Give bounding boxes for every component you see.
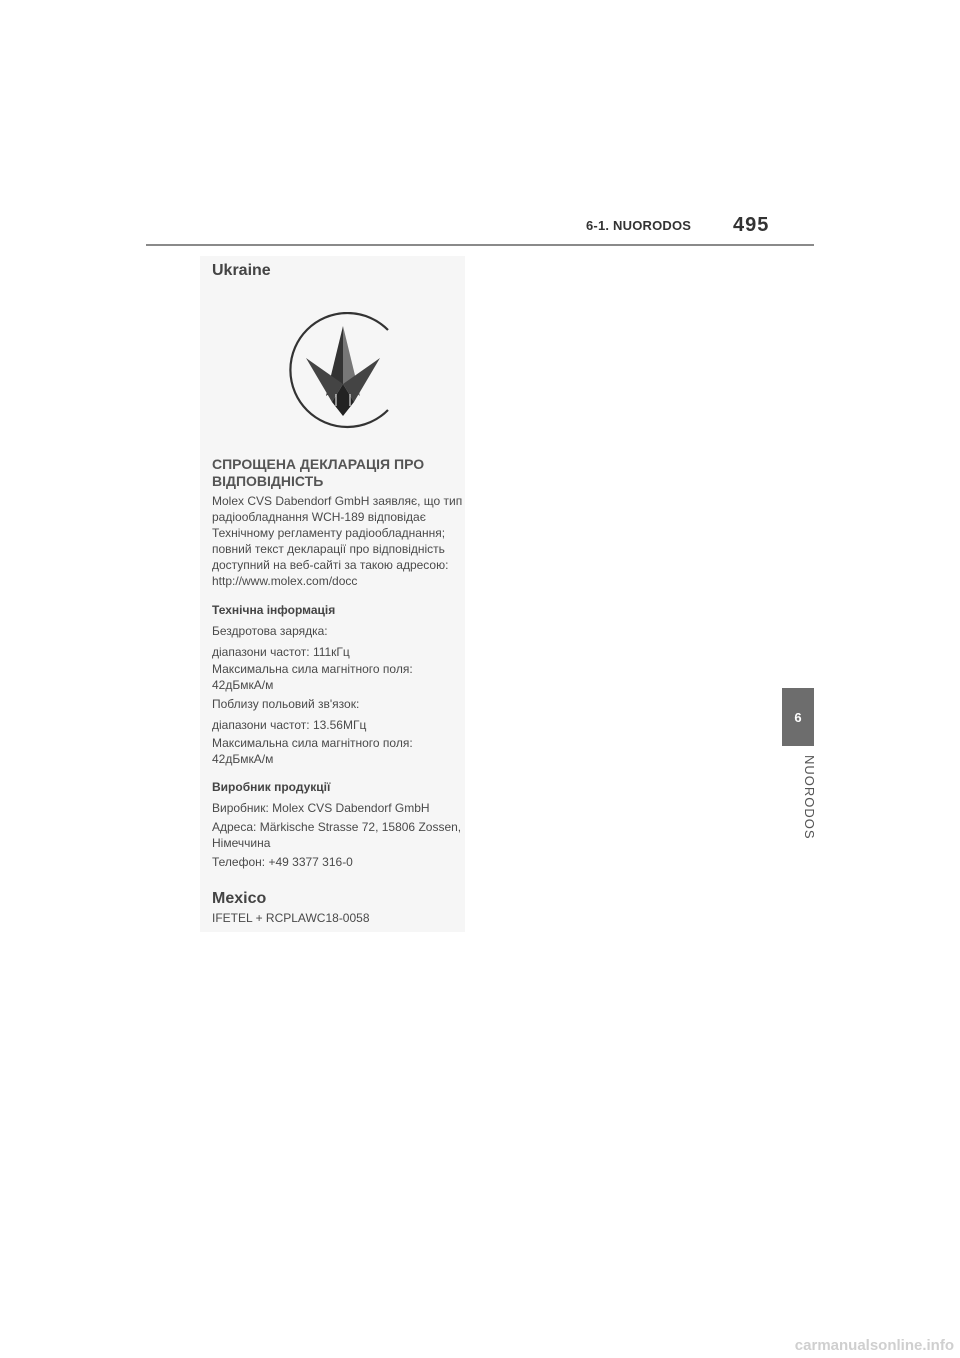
declaration-line: Технічному регламенту радіообладнання; xyxy=(212,526,446,540)
mexico-code: IFETEL + RCPLAWC18-0058 xyxy=(212,911,370,925)
tech-info-line: Максимальна сила магнітного поля: xyxy=(212,662,413,676)
watermark: carmanualsonline.info xyxy=(794,1337,954,1354)
declaration-line: повний текст декларації про відповідність xyxy=(212,542,445,556)
manufacturer-line: Адреса: Märkische Strasse 72, 15806 Zossen, xyxy=(212,820,462,834)
tech-info-heading: Технічна інформація xyxy=(212,603,336,617)
header-divider xyxy=(146,244,814,246)
declaration-title-line2: ВІДПОВІДНІСТЬ xyxy=(212,473,324,489)
manufacturer-heading: Виробник продукції xyxy=(212,780,331,794)
page-number: 495 xyxy=(733,214,770,236)
tech-info-line: діапазони частот: 13.56МГц xyxy=(212,718,367,732)
declaration-url: http://www.molex.com/docc xyxy=(212,574,358,588)
tech-info-line: Максимальна сила магнітного поля: xyxy=(212,736,413,750)
declaration-line: доступний на веб-сайті за такою адресою: xyxy=(212,558,449,572)
chapter-number: 6 xyxy=(794,710,802,725)
mexico-heading: Mexico xyxy=(212,890,267,907)
section-title: 6-1. NUORODOS xyxy=(586,218,692,233)
ukraine-heading: Ukraine xyxy=(212,262,271,279)
tech-info-line: Бездротова зарядка: xyxy=(212,624,328,638)
chapter-label: NUORODOS xyxy=(802,755,817,840)
declaration-line: радіообладнання WCH-189 відповідає xyxy=(212,510,426,524)
ukrainian-conformity-mark-icon xyxy=(268,312,398,432)
tech-info-line: 42дБмкА/м xyxy=(212,678,274,692)
declaration-title-line1: СПРОЩЕНА ДЕКЛАРАЦІЯ ПРО xyxy=(212,456,425,472)
tech-info-line: 42дБмкА/м xyxy=(212,752,274,766)
manufacturer-line: Німеччина xyxy=(212,836,271,850)
manufacturer-line: Виробник: Molex CVS Dabendorf GmbH xyxy=(212,801,430,815)
declaration-line: Molex CVS Dabendorf GmbH заявляє, що тип xyxy=(212,494,463,508)
manufacturer-line: Телефон: +49 3377 316-0 xyxy=(212,855,353,869)
tech-info-line: Поблизу польовий зв'язок: xyxy=(212,697,360,711)
tech-info-line: діапазони частот: 111кГц xyxy=(212,645,350,659)
